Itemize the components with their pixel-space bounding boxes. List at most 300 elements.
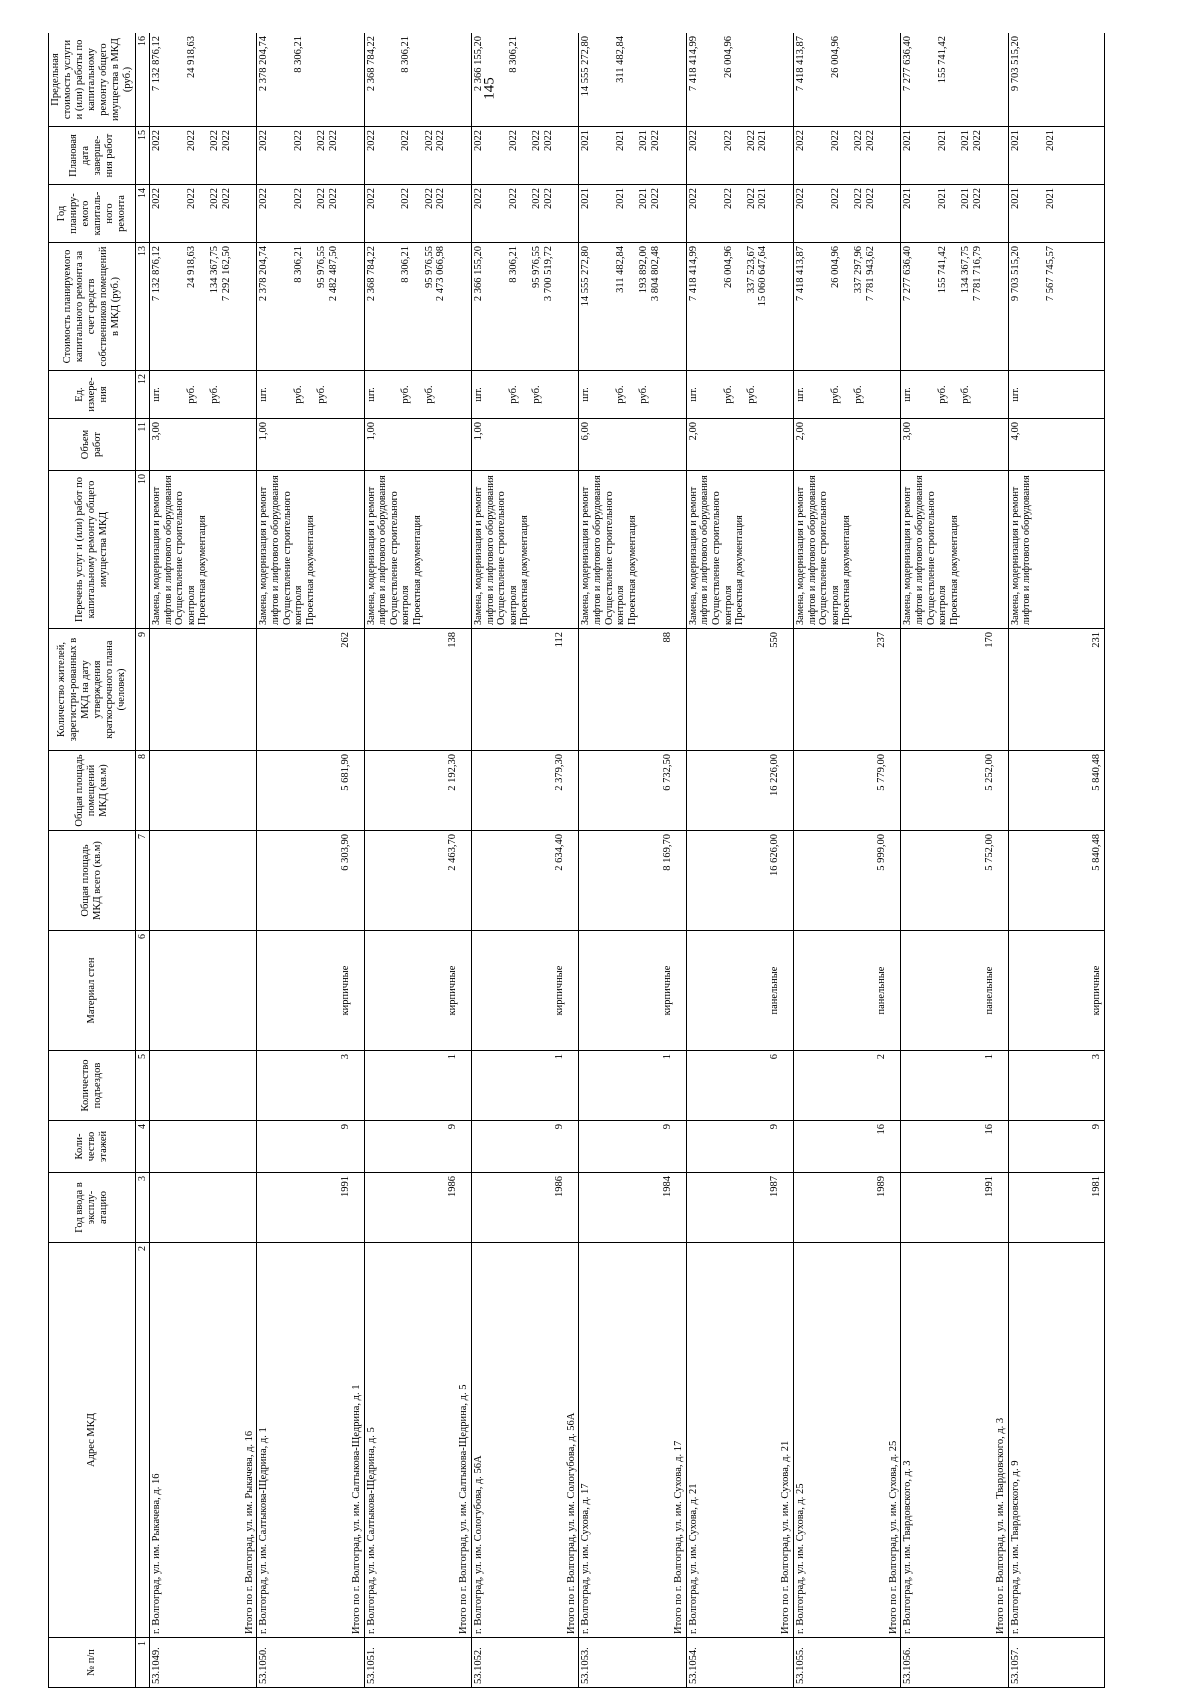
spacer (926, 188, 938, 239)
spacer (807, 36, 819, 123)
spacer (723, 422, 735, 467)
spacer (650, 754, 662, 827)
spacer (723, 834, 735, 927)
spacer (424, 1124, 436, 1169)
spacer (638, 1054, 650, 1117)
spacer (328, 1176, 340, 1239)
area-total-cell (472, 831, 579, 931)
spacer (389, 1124, 401, 1169)
spacer (328, 1054, 340, 1117)
end-date-cell (794, 127, 901, 185)
spacer (270, 36, 282, 123)
spacer (949, 36, 961, 123)
spacer (282, 1176, 294, 1239)
spacer (650, 834, 662, 927)
end-date: 2022 (185, 130, 197, 151)
residents-cell (579, 629, 686, 751)
spacer (1056, 632, 1068, 747)
area-total: 5 999,00 (876, 834, 888, 871)
end-date-cell (472, 127, 579, 185)
spacer (209, 1124, 221, 1169)
work-cost: 337 297,96 (853, 246, 865, 294)
spacer (937, 754, 949, 827)
work-item: Проектная документация (626, 515, 638, 625)
floors-cell (686, 1121, 793, 1173)
spacer (293, 754, 305, 827)
spacer (221, 1176, 233, 1239)
spacer (734, 1246, 746, 1634)
address-cell (472, 1243, 579, 1638)
spacer (232, 1246, 244, 1634)
unit-cell (1008, 371, 1104, 419)
wall-material-cell (150, 931, 257, 1051)
end-date: 2022 (722, 130, 734, 151)
wall-material: кирпичные (1090, 965, 1102, 1016)
spacer (949, 1054, 961, 1117)
limit-cost: 26 004,96 (829, 36, 841, 78)
spacer (282, 130, 294, 181)
spacer (818, 632, 830, 747)
spacer (377, 834, 389, 927)
floors-cell (1008, 1121, 1104, 1173)
spacer (389, 36, 401, 123)
spacer (282, 422, 294, 467)
wall-material: кирпичные (339, 965, 351, 1016)
table-row (472, 33, 579, 1688)
work-unit: шт. (151, 387, 162, 402)
spacer (914, 422, 926, 467)
row-number-text: 53.1055. (795, 1647, 807, 1684)
total-end: 2022 (220, 130, 232, 151)
spacer (757, 1124, 769, 1169)
spacer (937, 834, 949, 927)
spacer (293, 1176, 305, 1239)
area-rooms-cell (579, 751, 686, 831)
spacer (473, 632, 485, 747)
work-cost: 7 132 876,12 (151, 246, 162, 302)
area-rooms: 5 779,00 (876, 754, 888, 791)
spacer (937, 1246, 949, 1634)
spacer (757, 834, 769, 927)
row-number (364, 1638, 471, 1688)
column-number: 3 (136, 1173, 150, 1243)
end-date: 2022 (531, 130, 542, 151)
spacer (389, 632, 401, 747)
work-cost: 8 306,21 (507, 246, 519, 283)
spacer (711, 374, 723, 415)
spacer (496, 1054, 508, 1117)
address: г. Волгоград, ул. им. Сухова, д. 17 (580, 1483, 592, 1634)
spacer (174, 1124, 186, 1169)
spacer (914, 1124, 926, 1169)
spacer (435, 834, 447, 927)
header-cell: Общая площадь МКД всего (кв.м) (49, 831, 136, 931)
spacer (914, 1246, 926, 1634)
spacer (389, 374, 401, 415)
spacer (485, 36, 497, 123)
spacer (949, 246, 961, 367)
spacer (830, 422, 842, 467)
spacer (734, 246, 746, 367)
spacer (638, 632, 650, 747)
spacer (270, 1176, 282, 1239)
spacer (163, 374, 175, 415)
commission-year-cell (794, 1173, 901, 1243)
spacer (937, 934, 949, 1047)
total-year: 2022 (435, 188, 447, 209)
residents: 550 (768, 632, 780, 648)
spacer (734, 1054, 746, 1117)
spacer (615, 834, 627, 927)
spacer (580, 934, 592, 1047)
floors-cell (364, 1121, 471, 1173)
spacer (221, 632, 233, 747)
header-cell: Год планиру-емого капиталь-ного ремонта (49, 185, 136, 243)
spacer (305, 374, 317, 415)
spacer (662, 1246, 674, 1634)
spacer (1056, 1246, 1068, 1634)
spacer (1021, 422, 1033, 467)
address-cell (364, 1243, 471, 1638)
spacer (424, 934, 436, 1047)
spacer (650, 1176, 662, 1239)
spacer (519, 1246, 531, 1634)
spacer (592, 1124, 604, 1169)
spacer (1010, 754, 1022, 827)
spacer (316, 754, 328, 827)
spacer (926, 1246, 938, 1634)
total-end: 2022 (864, 130, 876, 151)
spacer (818, 1246, 830, 1634)
total-end: 2022 (327, 130, 339, 151)
spacer (305, 934, 317, 1047)
spacer (519, 188, 531, 239)
work-volume: 3,00 (902, 422, 914, 441)
spacer (163, 1124, 175, 1169)
work-item: Замена, модернизация и ремонт лифтов и лифтового оборудования (795, 475, 818, 625)
spacer (412, 1246, 424, 1634)
floors: 9 (339, 1124, 351, 1130)
work-volume: 6,00 (580, 422, 592, 441)
area-rooms: 16 226,00 (768, 754, 780, 796)
spacer (174, 834, 186, 927)
spacer (830, 934, 842, 1047)
repair-year: 2022 (531, 188, 542, 209)
work-list-cell (1008, 471, 1104, 629)
column-number: 15 (136, 127, 150, 185)
end-date: 2022 (795, 130, 807, 151)
spacer (174, 632, 186, 747)
spacer (853, 754, 865, 827)
spacer (377, 374, 389, 415)
spacer (1045, 632, 1057, 747)
address-cell (901, 1243, 1008, 1638)
work-item: Проектная документация (841, 515, 853, 625)
entrances-cell (1008, 1051, 1104, 1121)
spacer (937, 1176, 949, 1239)
residents: 237 (876, 632, 888, 648)
column-number: 1 (136, 1638, 150, 1688)
area-rooms-cell (257, 751, 364, 831)
spacer (186, 1054, 198, 1117)
spacer (711, 422, 723, 467)
spacer (1033, 1124, 1045, 1169)
spacer (377, 422, 389, 467)
spacer (865, 1124, 877, 1169)
volume-cell (794, 419, 901, 471)
cost-cell (150, 243, 257, 371)
spacer (508, 632, 520, 747)
spacer (221, 1246, 233, 1634)
spacer (1056, 1054, 1068, 1117)
limit-cost: 155 741,42 (937, 36, 949, 84)
table-row (150, 33, 257, 1688)
work-cost: 193 892,00 (638, 246, 650, 294)
spacer (1033, 188, 1045, 239)
spacer (197, 1054, 209, 1117)
repair-plan-table (48, 33, 1188, 1688)
area-total-cell (686, 831, 793, 931)
spacer (163, 246, 175, 367)
cost-cell (686, 243, 793, 371)
spacer (485, 374, 497, 415)
spacer (519, 834, 531, 927)
spacer (305, 1124, 317, 1169)
address: г. Волгоград, ул. им. Салтыкова-Щедрина, д. 5 (365, 1427, 377, 1634)
address: г. Волгоград, ул. им. Твардовского, д. 9 (1009, 1460, 1021, 1634)
row-number (257, 1638, 364, 1688)
spacer (1079, 1124, 1091, 1169)
area-total-cell (1008, 831, 1104, 931)
work-cost: 95 976,55 (316, 246, 328, 288)
total-year: 2021 (1044, 188, 1056, 209)
repair-year: 2022 (687, 188, 699, 209)
spacer (377, 1246, 389, 1634)
spacer (865, 834, 877, 927)
spacer (293, 1124, 305, 1169)
spacer (531, 1054, 543, 1117)
spacer (926, 632, 938, 747)
spacer (795, 754, 807, 827)
total-label: Итого по г. Волгоград, ул. им. Рыкачева, д. 16 (243, 1430, 255, 1634)
spacer (604, 246, 616, 367)
total-cost: 2 473 066,98 (435, 246, 447, 302)
spacer (473, 754, 485, 827)
spacer (1079, 834, 1091, 927)
spacer (807, 1176, 819, 1239)
spacer (424, 632, 436, 747)
spacer (807, 374, 819, 415)
spacer (746, 1176, 758, 1239)
total-end: 2021 (1044, 130, 1056, 151)
spacer (960, 1054, 972, 1117)
spacer (163, 934, 175, 1047)
spacer (592, 834, 604, 927)
header-cell: Плановая дата заверше-ния работ (49, 127, 136, 185)
spacer (282, 1054, 294, 1117)
spacer (270, 188, 282, 239)
table-row (257, 33, 364, 1688)
spacer (711, 188, 723, 239)
spacer (485, 1124, 497, 1169)
spacer (485, 188, 497, 239)
area-total-cell (150, 831, 257, 931)
address: г. Волгоград, ул. им. Твардовского, д. 3 (902, 1460, 914, 1634)
spacer (377, 188, 389, 239)
work-unit: руб. (400, 385, 412, 404)
spacer (914, 834, 926, 927)
spacer (485, 246, 497, 367)
limit-cost-cell (472, 33, 579, 127)
spacer (795, 934, 807, 1047)
spacer (723, 632, 735, 747)
spacer (366, 632, 378, 747)
work-unit: руб. (853, 385, 865, 404)
commission-year-cell (150, 1173, 257, 1243)
row-number-text: 53.1051. (365, 1647, 377, 1684)
entrances: 1 (554, 1054, 566, 1060)
spacer (1021, 130, 1033, 181)
column-number: 6 (136, 931, 150, 1051)
spacer (197, 1124, 209, 1169)
spacer (615, 1246, 627, 1634)
spacer (473, 1054, 485, 1117)
commission-year: 1991 (339, 1176, 351, 1197)
spacer (389, 130, 401, 181)
spacer (841, 934, 853, 1047)
spacer (151, 1124, 163, 1169)
spacer (186, 1124, 198, 1169)
spacer (1068, 1246, 1080, 1634)
repair-year: 2022 (473, 188, 485, 209)
commission-year-cell (364, 1173, 471, 1243)
unit-cell (794, 371, 901, 419)
spacer (604, 754, 616, 827)
spacer (174, 374, 186, 415)
entrances-cell (257, 1051, 364, 1121)
spacer (949, 374, 961, 415)
spacer (650, 632, 662, 747)
spacer (543, 754, 555, 827)
wall-material-cell (901, 931, 1008, 1051)
row-number-text: 53.1056. (902, 1647, 914, 1684)
spacer (1021, 374, 1033, 415)
spacer (841, 36, 853, 123)
spacer (1068, 934, 1080, 1047)
limit-cost-cell (1008, 33, 1104, 127)
spacer (746, 754, 758, 827)
spacer (902, 1176, 914, 1239)
spacer (746, 632, 758, 747)
work-cost: 2 378 204,74 (258, 246, 270, 302)
spacer (424, 1054, 436, 1117)
spacer (270, 754, 282, 827)
entrances: 3 (339, 1054, 351, 1060)
total-year: 2022 (220, 188, 232, 209)
spacer (699, 422, 711, 467)
limit-cost: 2 366 155,20 (473, 36, 485, 92)
spacer (688, 834, 700, 927)
row-number-text: 53.1052. (473, 1647, 485, 1684)
spacer (485, 754, 497, 827)
spacer (473, 1176, 485, 1239)
spacer (1045, 1054, 1057, 1117)
spacer (174, 36, 186, 123)
total-cost: 7 781 716,79 (971, 246, 983, 302)
spacer (377, 130, 389, 181)
spacer (914, 36, 926, 123)
work-unit: руб. (722, 385, 734, 404)
spacer (270, 246, 282, 367)
spacer (435, 934, 447, 1047)
spacer (1021, 1246, 1033, 1634)
spacer (604, 422, 616, 467)
area-total-cell (364, 831, 471, 931)
spacer (197, 1246, 209, 1634)
end-date: 2022 (829, 130, 841, 151)
spacer (638, 934, 650, 1047)
wall-material-cell (686, 931, 793, 1051)
header-cell: Стоимость планируемого капитального ремонта за счет средств собственников помещений в МКД (руб.) (49, 243, 136, 371)
end-date-cell (364, 127, 471, 185)
repair-year: 2021 (960, 188, 972, 209)
spacer (377, 1054, 389, 1117)
spacer (853, 1176, 865, 1239)
spacer (807, 934, 819, 1047)
end-date: 2021 (615, 130, 627, 151)
spacer (650, 1054, 662, 1117)
spacer (688, 1124, 700, 1169)
column-number-row (136, 33, 150, 1688)
spacer (1021, 632, 1033, 747)
residents-cell (257, 629, 364, 751)
wall-material-cell (364, 931, 471, 1051)
spacer (282, 246, 294, 367)
end-date: 2022 (208, 130, 220, 151)
spacer (1045, 834, 1057, 927)
spacer (949, 754, 961, 827)
spacer (163, 422, 175, 467)
spacer (580, 834, 592, 927)
row-number-text: 53.1054. (687, 1647, 699, 1684)
spacer (627, 246, 639, 367)
work-cost: 155 741,42 (937, 246, 949, 294)
repair-year: 2021 (937, 188, 949, 209)
spacer (627, 1246, 639, 1634)
spacer (151, 1054, 163, 1117)
repair-year: 2022 (507, 188, 519, 209)
spacer (914, 1176, 926, 1239)
spacer (926, 834, 938, 927)
spacer (316, 934, 328, 1047)
spacer (543, 1124, 555, 1169)
spacer (734, 374, 746, 415)
spacer (174, 1176, 186, 1239)
work-unit: руб. (293, 385, 305, 404)
wall-material: панельные (876, 966, 888, 1015)
work-list-cell (150, 471, 257, 629)
spacer (519, 1054, 531, 1117)
unit-cell (150, 371, 257, 419)
spacer (485, 422, 497, 467)
repair-year-cell (901, 185, 1008, 243)
spacer (711, 1246, 723, 1634)
spacer (209, 754, 221, 827)
column-number: 13 (136, 243, 150, 371)
limit-cost: 2 368 784,22 (365, 36, 377, 92)
wall-material: панельные (768, 966, 780, 1015)
spacer (972, 754, 984, 827)
